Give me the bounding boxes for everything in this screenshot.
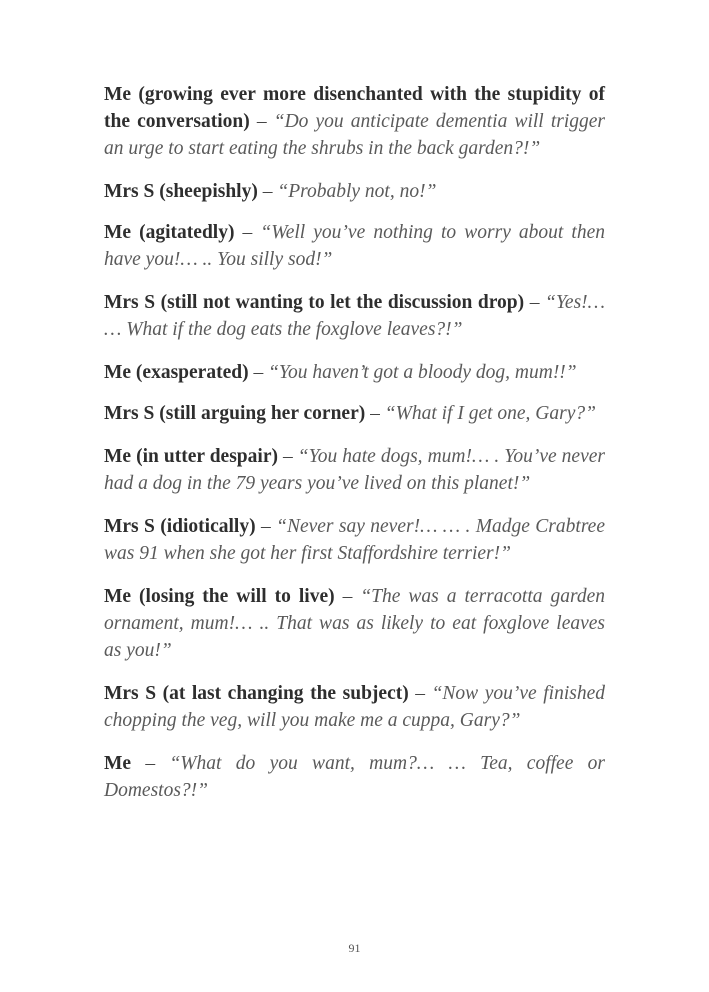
dialogue-quote: “Never say never!… … . Madge Crabtree was 91 when she got her first Staffordshire terrier!” (104, 516, 605, 564)
speaker-label: Mrs S (still not wanting to let the discussion drop) (104, 292, 525, 313)
dash-separator: – (277, 446, 298, 467)
dialogue-paragraph (104, 178, 605, 205)
dialogue-quote: “You hate dogs, mum!… . You’ve never had a dog in the 79 years you’ve lived on this planet!” (104, 446, 605, 494)
dialogue-quote: “What if I get one, Gary?” (384, 403, 596, 424)
dash-separator: – (257, 181, 278, 202)
dash-separator: – (524, 292, 546, 313)
dialogue-quote: “Do you anticipate dementia will trigger an urge to start eating the shrubs in the back garden?!” (104, 111, 605, 159)
dialogue-paragraph (104, 289, 605, 343)
dash-separator: – (408, 683, 432, 704)
dialogue-paragraph (104, 400, 605, 427)
dialogue-quote: “Now you’ve finished chopping the veg, will you make me a cuppa, Gary?” (104, 683, 605, 731)
dash-separator: – (334, 586, 361, 607)
speaker-label: Me (growing ever more disenchanted with the stupidity of the conversation) (104, 84, 605, 132)
dialogue-paragraph (104, 359, 605, 386)
dialogue-quote: “You haven’t got a bloody dog, mum!!” (268, 362, 577, 383)
dialogue-paragraph (104, 513, 605, 567)
dialogue-paragraph (104, 750, 605, 804)
speaker-label: Mrs S (at last changing the subject) (104, 683, 409, 704)
speaker-label: Me (104, 753, 132, 774)
dialogue-quote: “The was a terracotta garden ornament, mum!… .. That was as likely to eat foxglove leaves as you!” (104, 586, 605, 661)
dialogue-quote: “Well you’ve nothing to worry about then have you!… .. You silly sod!” (104, 222, 606, 270)
dialogue-paragraph (104, 443, 605, 497)
dialogue-quote: “Yes!… … What if the dog eats the foxglove leaves?!” (104, 292, 605, 340)
dash-separator: – (255, 516, 277, 537)
dash-separator: – (248, 362, 269, 383)
speaker-label: Me (losing the will to live) (104, 586, 335, 607)
speaker-label: Mrs S (idiotically) (104, 516, 256, 537)
dash-separator: – (365, 403, 385, 424)
dialogue-quote: “What do you want, mum?… … Tea, coffee or Domestos?!” (104, 753, 606, 801)
dialogue-paragraph (104, 219, 605, 273)
dash-separator: – (131, 753, 170, 774)
speaker-label: Me (in utter despair) (104, 446, 278, 467)
dialogue-paragraph (104, 680, 605, 734)
page-body (104, 81, 605, 820)
speaker-label: Me (agitatedly) (104, 222, 235, 243)
speaker-label: Mrs S (still arguing her corner) (104, 403, 366, 424)
dash-separator: – (234, 222, 261, 243)
dash-separator: – (249, 111, 274, 132)
dialogue-paragraph (104, 583, 605, 664)
dialogue-quote: “Probably not, no!” (277, 181, 437, 202)
speaker-label: Mrs S (sheepishly) (104, 181, 258, 202)
dialogue-paragraph (104, 81, 605, 162)
speaker-label: Me (exasperated) (104, 362, 249, 383)
page-number: 91 (348, 941, 361, 955)
